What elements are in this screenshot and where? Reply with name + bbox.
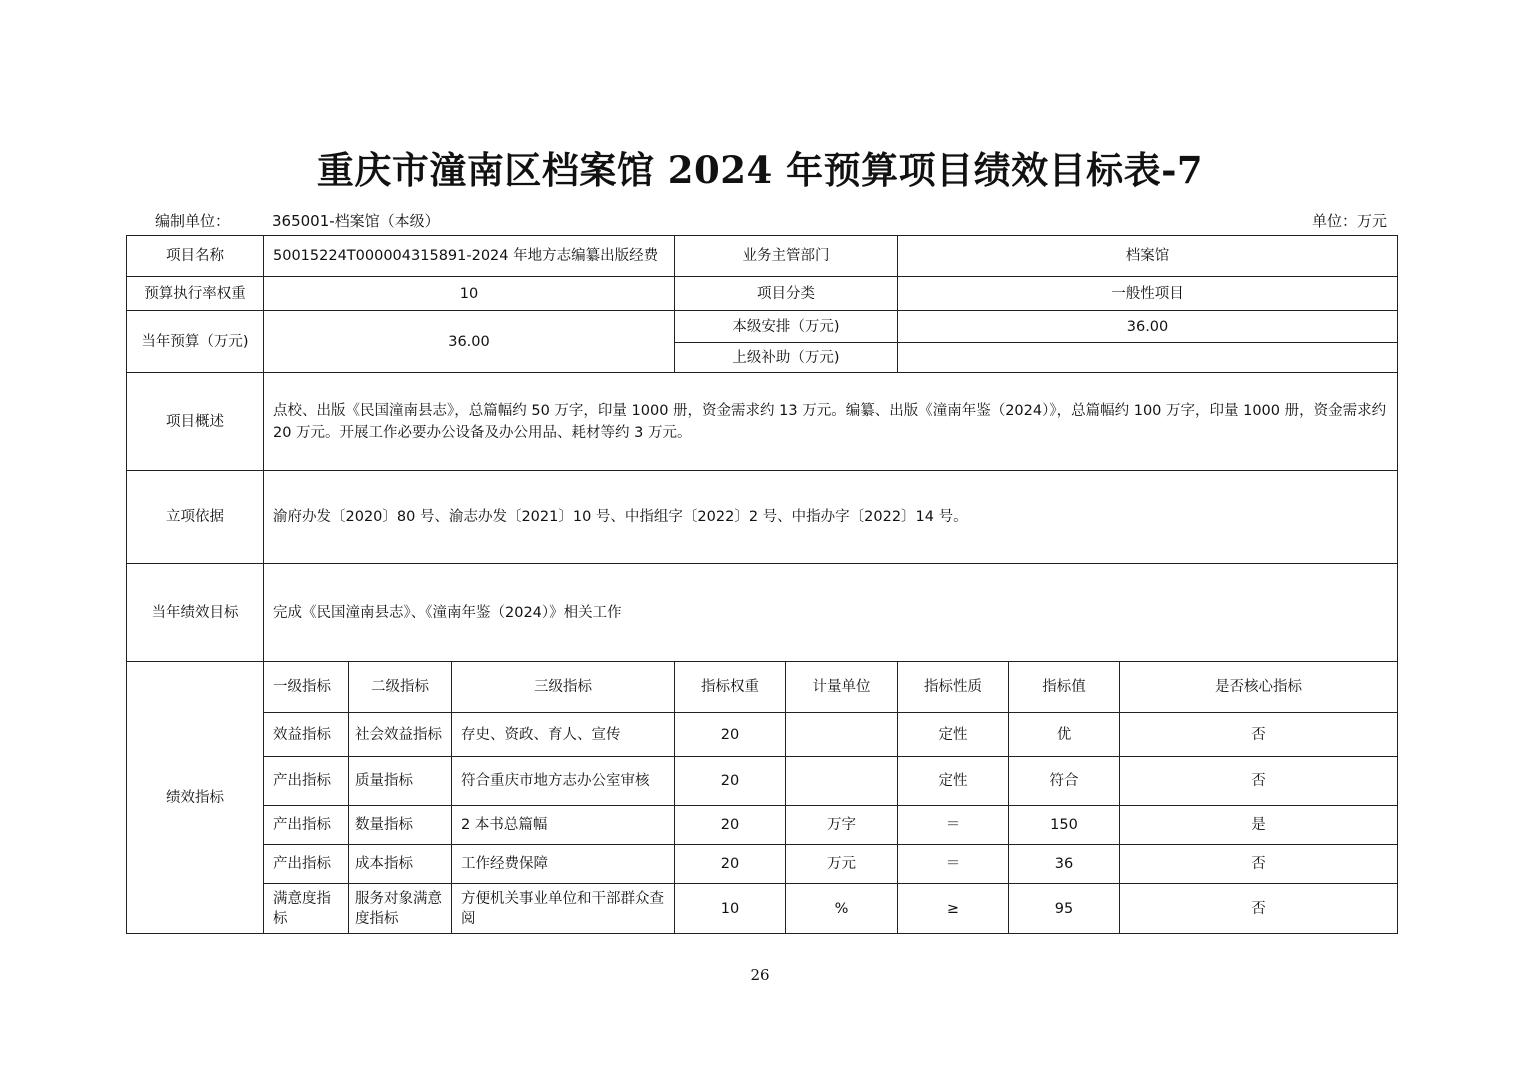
indicator-row	[127, 713, 1398, 757]
performance-table	[126, 235, 1398, 934]
table-row	[127, 373, 1398, 471]
indicator-weight: 20	[675, 845, 786, 884]
header-core: 是否核心指标	[1120, 662, 1398, 713]
indicator-level2: 服务对象满意度指标	[349, 884, 452, 934]
dept-value: 档案馆	[898, 236, 1398, 277]
table-row	[127, 564, 1398, 662]
category-label: 项目分类	[675, 277, 898, 311]
local-value: 36.00	[898, 311, 1398, 343]
indicator-value: 36	[1009, 845, 1120, 884]
indicator-unit: 万元	[786, 845, 898, 884]
indicators-label: 绩效指标	[127, 662, 264, 934]
indicator-level1: 效益指标	[264, 713, 349, 757]
indicator-value: 95	[1009, 884, 1120, 934]
indicator-level3: 存史、资政、育人、宣传	[452, 713, 675, 757]
indicator-core: 否	[1120, 884, 1398, 934]
header-value: 指标值	[1009, 662, 1120, 713]
org-label: 编制单位：	[155, 212, 231, 230]
overview-value: 点校、出版《民国潼南县志》，总篇幅约 50 万字，印量 1000 册，资金需求约 13 万元。编纂、出版《潼南年鉴（2024）》，总篇幅约 100 万字，印量 1000 册，资金需求约 20 万元。开展工作必要办公设备及办公用品、耗材等约 3 万元。	[264, 373, 1398, 471]
indicator-value: 符合	[1009, 757, 1120, 806]
indicator-row	[127, 884, 1398, 934]
indicator-level2: 社会效益指标	[349, 713, 452, 757]
indicator-level1: 满意度指标	[264, 884, 349, 934]
indicator-core: 否	[1120, 713, 1398, 757]
indicator-value: 优	[1009, 713, 1120, 757]
header-unit: 计量单位	[786, 662, 898, 713]
indicator-row	[127, 757, 1398, 806]
indicator-nature: 定性	[898, 757, 1009, 806]
project-name-value: 50015224T000004315891-2024 年地方志编纂出版经费	[264, 236, 675, 277]
indicator-core: 否	[1120, 757, 1398, 806]
page-title: 重庆市潼南区档案馆 2024 年预算项目绩效目标表-7	[316, 148, 1204, 192]
indicator-level3: 符合重庆市地方志办公室审核	[452, 757, 675, 806]
exec-weight-value: 10	[264, 277, 675, 311]
indicator-weight: 20	[675, 713, 786, 757]
indicator-level1: 产出指标	[264, 806, 349, 845]
indicator-unit	[786, 713, 898, 757]
header-nature: 指标性质	[898, 662, 1009, 713]
indicator-weight: 20	[675, 757, 786, 806]
superior-label: 上级补助（万元)	[675, 343, 898, 373]
indicator-unit	[786, 757, 898, 806]
indicator-level2: 数量指标	[349, 806, 452, 845]
indicator-level2: 质量指标	[349, 757, 452, 806]
table-row	[127, 236, 1398, 277]
exec-weight-label: 预算执行率权重	[127, 277, 264, 311]
org-value: 365001-档案馆（本级）	[272, 212, 440, 230]
budget-value: 36.00	[264, 311, 675, 373]
category-value: 一般性项目	[898, 277, 1398, 311]
indicator-core: 否	[1120, 845, 1398, 884]
indicator-level3: 方便机关事业单位和干部群众查阅	[452, 884, 675, 934]
basis-value: 渝府办发〔2020〕80 号、渝志办发〔2021〕10 号、中指组字〔2022〕2 号、中指办字〔2022〕14 号。	[264, 471, 1398, 564]
basis-label: 立项依据	[127, 471, 264, 564]
dept-label: 业务主管部门	[675, 236, 898, 277]
superior-value	[898, 343, 1398, 373]
indicator-nature: 定性	[898, 713, 1009, 757]
indicator-level1: 产出指标	[264, 845, 349, 884]
local-label: 本级安排（万元)	[675, 311, 898, 343]
indicator-weight: 20	[675, 806, 786, 845]
indicator-nature: ＝	[898, 845, 1009, 884]
table-row	[127, 311, 1398, 343]
indicator-header-row	[127, 662, 1398, 713]
header-weight: 指标权重	[675, 662, 786, 713]
project-name-label: 项目名称	[127, 236, 264, 277]
goal-value: 完成《民国潼南县志》、《潼南年鉴（2024）》相关工作	[264, 564, 1398, 662]
unit-label: 单位：万元	[1311, 212, 1387, 230]
budget-label: 当年预算（万元)	[127, 311, 264, 373]
overview-label: 项目概述	[127, 373, 264, 471]
indicator-level3: 2 本书总篇幅	[452, 806, 675, 845]
header-level1: 一级指标	[264, 662, 349, 713]
indicator-level2: 成本指标	[349, 845, 452, 884]
table-row	[127, 471, 1398, 564]
indicator-value: 150	[1009, 806, 1120, 845]
indicator-nature: ＝	[898, 806, 1009, 845]
goal-label: 当年绩效目标	[127, 564, 264, 662]
indicator-level3: 工作经费保障	[452, 845, 675, 884]
header-level2: 二级指标	[349, 662, 452, 713]
indicator-core: 是	[1120, 806, 1398, 845]
page-number: 26	[750, 966, 770, 984]
indicator-row	[127, 845, 1398, 884]
indicator-unit: %	[786, 884, 898, 934]
indicator-row	[127, 806, 1398, 845]
indicator-weight: 10	[675, 884, 786, 934]
indicator-level1: 产出指标	[264, 757, 349, 806]
header-level3: 三级指标	[452, 662, 675, 713]
table-row	[127, 277, 1398, 311]
indicator-nature: ≥	[898, 884, 1009, 934]
indicator-unit: 万字	[786, 806, 898, 845]
